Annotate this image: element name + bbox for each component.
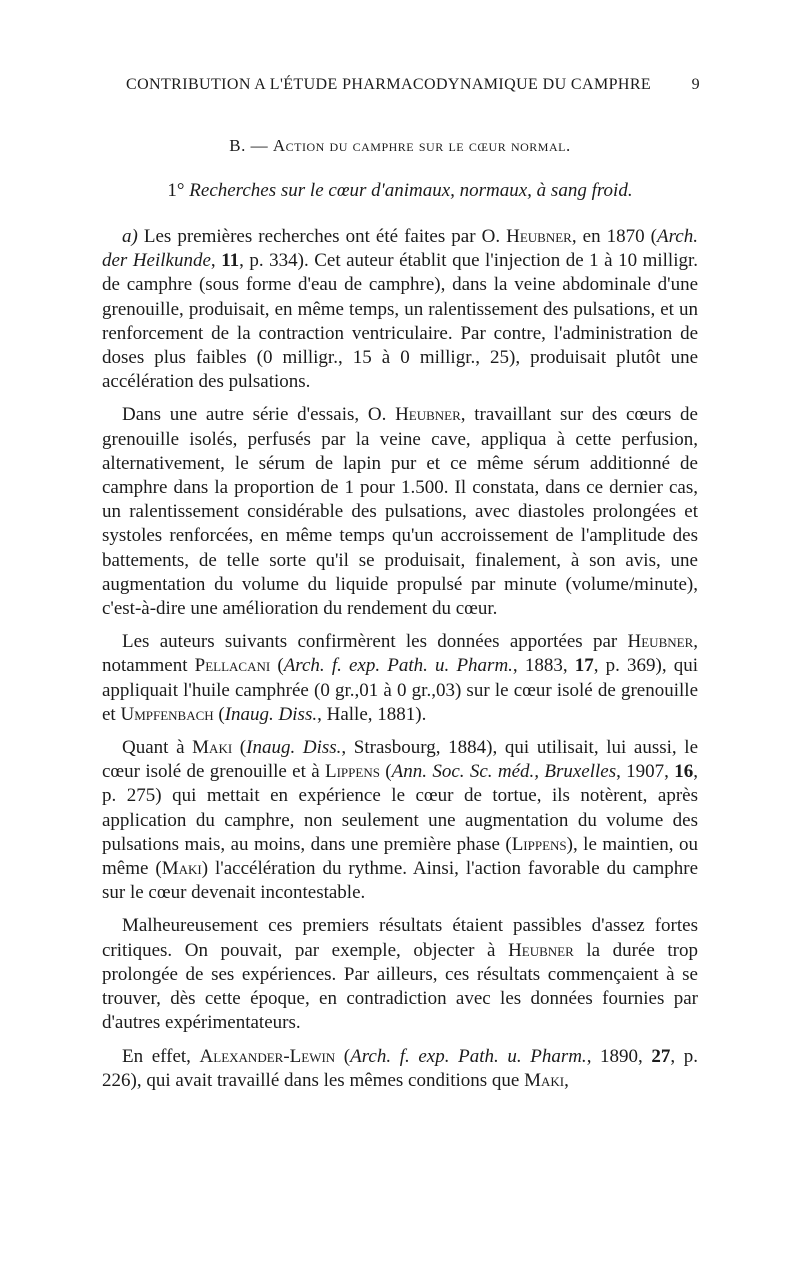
volume-number: 17	[574, 655, 594, 677]
author-name: Pellacani	[194, 655, 271, 677]
author-name: Lippens	[511, 833, 567, 855]
text-run: (	[213, 703, 225, 725]
journal-title: Ann. Soc. Sc. méd., Bruxelles	[391, 761, 617, 783]
page-number: 9	[691, 76, 700, 93]
paragraph-6	[102, 1045, 698, 1093]
author-name: Heubner	[395, 404, 461, 426]
author-name: Maki	[524, 1069, 565, 1091]
text-run: , travaillant sur des cœurs de grenouille isolés, perfusés par la veine cave, appliqua à cette perfusion, alternativement, le sérum de lapin pur et ce même sérum additionné de camphre dans la proportion de 1 pour 1.500. Il constata, dans ce dernier cas, un ralentissement considérable des pulsations, avec diastoles prolongées et systoles renforcées, en même temps qu'un accroissement de l'amplitude des battements, de telle sorte qu'il se produisait, finalement, à son avis, une augmentation du volume du liquide propulsé par minute (volume/minute), c'est-à-dire une amélioration du rendement du cœur.	[102, 404, 698, 620]
text-run: , notamment	[102, 631, 698, 677]
subsection-number: 1°	[167, 180, 185, 201]
text-run: , 1890,	[586, 1045, 652, 1067]
text-run: ) l'accélération du rythme. Ainsi, l'action favorable du camphre sur le cœur devenait incontestable.	[102, 858, 698, 904]
paragraph-1	[102, 225, 698, 394]
subsection-heading	[0, 180, 800, 202]
text-run: (	[232, 737, 247, 759]
volume-number: 11	[221, 250, 240, 272]
paragraph-2	[102, 403, 698, 621]
text-run: Quant à	[122, 737, 193, 759]
volume-number: 27	[651, 1045, 671, 1067]
journal-title: Arch. f. exp. Path. u. Pharm.	[283, 655, 513, 677]
author-name: Heubner	[627, 631, 694, 653]
text-run: , 1907,	[616, 761, 675, 783]
author-name: Heubner	[508, 939, 574, 961]
journal-title: Arch. f. exp. Path. u. Pharm.	[350, 1045, 587, 1067]
text-run: , p. 369), qui appliquait l'huile camphrée (0 gr.,01 à 0 gr.,03) sur le cœur isolé de grenouille et	[102, 655, 699, 725]
running-title: CONTRIBUTION A L'ÉTUDE PHARMACODYNAMIQUE DU CAMPHRE	[126, 76, 652, 93]
text-run: , en 1870 (	[571, 226, 658, 247]
journal-title: Inaug. Diss.	[246, 737, 342, 759]
text-run: Les auteurs suivants confirmèrent les données apportées par	[122, 631, 628, 653]
running-header	[126, 76, 700, 94]
body-text	[102, 225, 698, 1102]
text-run: (	[379, 761, 392, 783]
text-run: (	[335, 1045, 351, 1067]
text-run: Les premières recherches ont été faites par O.	[137, 226, 507, 247]
section-heading	[0, 136, 800, 156]
journal-title: Inaug. Diss.	[224, 703, 318, 725]
author-name: Heubner	[506, 226, 572, 247]
volume-number: 16	[674, 761, 694, 783]
text-run: ,	[210, 250, 222, 272]
text-run: la durée trop prolongée de ses expériences. Par ailleurs, ces résultats commençaient à se trouver, dès cette époque, en contradiction avec les données fournies par d'autres expérimentateurs.	[102, 939, 698, 1034]
paragraph-4	[102, 736, 698, 905]
text-run: En effet,	[122, 1045, 200, 1067]
section-title: Action du camphre sur le cœur normal.	[272, 136, 571, 155]
text-run: , Halle, 1881).	[317, 703, 427, 725]
author-name: Maki	[192, 737, 233, 759]
text-run: (	[270, 655, 284, 677]
author-name: Maki	[161, 858, 202, 880]
list-marker: a)	[122, 226, 138, 247]
author-name: Alexander-Lewin	[199, 1045, 336, 1067]
author-name: Umpfenbach	[120, 703, 214, 725]
subsection-title: Recherches sur le cœur d'animaux, normaux, à sang froid.	[189, 180, 633, 201]
section-prefix: B. —	[229, 136, 273, 155]
text-run: Malheureusement ces premiers résultats étaient passibles d'assez fortes critiques. On pouvait, par exemple, objecter à	[102, 915, 698, 961]
text-run: , p. 275) qui mettait en expérience le cœur de tortue, ils notèrent, après application du camphre, non seulement une augmentation du volume des pulsations mais, au moins, dans une première phase (	[102, 761, 699, 855]
paragraph-3	[102, 630, 698, 727]
text-run: , p. 334). Cet auteur établit que l'injection de 1 à 10 milligr. de camphre (sous forme d'eau de camphre), dans la veine abdominale d'une grenouille, produisait, en même temps, un ralentissement des pulsations, et un renforcement de la contraction ventriculaire. Par contre, l'administration de doses plus faibles (0 milligr., 15 à 0 milligr., 25), produisait plutôt une accélération des pulsations.	[102, 250, 699, 393]
text-run: Dans une autre série d'essais, O.	[122, 404, 396, 426]
journal-title: Arch. der Heilkunde	[102, 226, 698, 272]
author-name: Lippens	[324, 761, 380, 783]
text-run: ), le maintien, ou même (	[102, 833, 698, 880]
text-run: ,	[564, 1069, 569, 1091]
text-run: , Strasbourg, 1884), qui utilisait, lui aussi, le cœur isolé de grenouille et à	[102, 737, 699, 783]
text-run: , p. 226), qui avait travaillé dans les mêmes conditions que	[102, 1045, 699, 1091]
paragraph-5	[102, 914, 698, 1035]
text-run: , 1883,	[512, 655, 575, 677]
